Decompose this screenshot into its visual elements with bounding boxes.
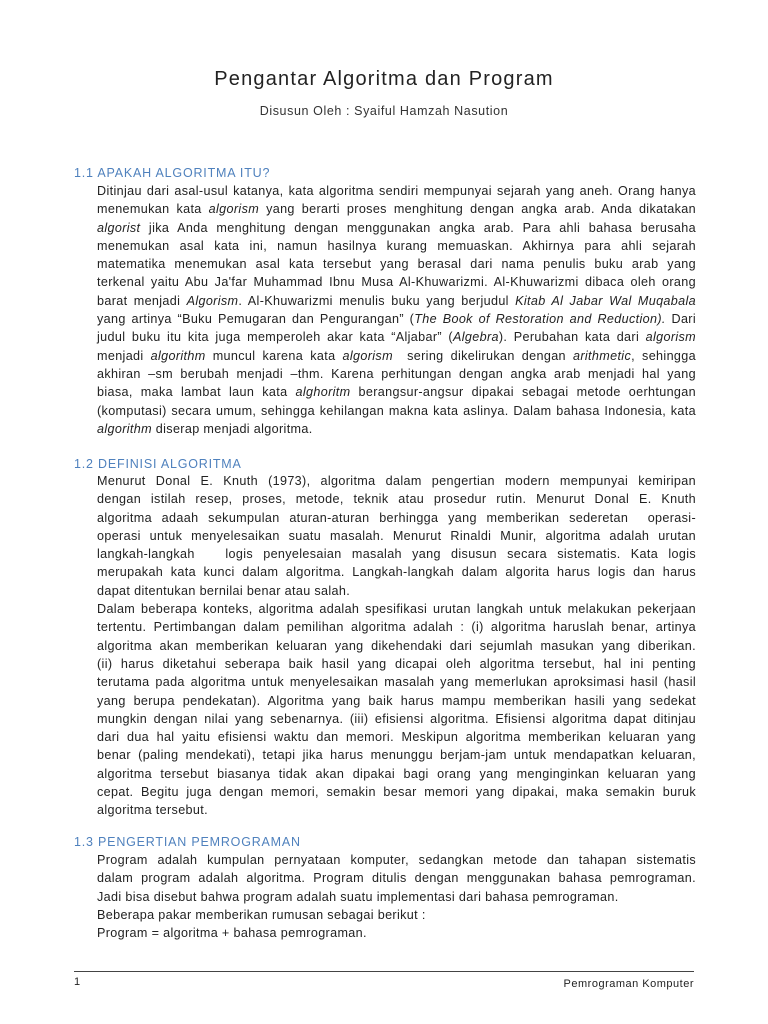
- text-line: judul buku itu kita juga memperoleh akar kata “Aljabar” (Algebra). Perubahan kata dari algorism: [97, 330, 696, 345]
- text-line: langkah-langkah logis penyelesaian masalah yang disusun secara sistematis. Kata logis: [97, 547, 696, 562]
- section-body-1: [97, 182, 696, 438]
- text-line: Dalam beberapa konteks, algoritma adalah spesifikasi urutan langkah untuk melakukan pekerjaan: [97, 602, 696, 617]
- text-line: operasi untuk menyelesaikan suatu masalah. Menurut Rinaldi Munir, algoritma adalah urutan: [97, 528, 696, 543]
- text-line: (komputasi) secara umum, sehingga kehilangan makna kata aslinya. Dalam bahasa Indonesia, kata: [97, 403, 696, 418]
- text-line: menjadi algorithm muncul karena kata algorism sering dikelirukan dengan arithmetic, sehingga: [97, 348, 696, 363]
- text-line: menemukan asal kata ini, namun hasilnya kurang memuaskan. Akhirnya para ahli sejarah: [97, 238, 696, 253]
- text-line: Beberapa pakar memberikan rumusan sebagai berikut :: [97, 907, 426, 922]
- section-heading-2: 1.2 DEFINISI ALGORITMA: [74, 457, 242, 471]
- text-line: dari dua hal yaitu efisiensi waktu dan memori. Meskipun algoritma memberikan keluaran yang: [97, 730, 696, 745]
- text-line: yang berupa pendekatan). Algoritma yang baik harus mampu memberikan hasili yang sedekat: [97, 693, 696, 708]
- text-line: biasa, maka lambat laun kata alghoritm berangsur-angsur dipakai sebagai metode oerhtungan: [97, 385, 696, 400]
- text-line: (ii) harus diketahui seberapa baik hasil yang dicapai oleh algoritma tersebut, hal ini penting: [97, 656, 696, 671]
- text-line: Program = algoritma + bahasa pemrograman.: [97, 926, 367, 941]
- page-number: 1: [74, 976, 81, 988]
- section-body-3: [97, 851, 696, 942]
- text-line: terkenal yaitu Abu Ja'far Muhammad Ibnu Musa Al-Khuwarizmi. Al-Khuwarizmi dibaca oleh orang: [97, 275, 696, 290]
- text-line: dalam program adalah algoritma. Program ditulis dengan menggunakan bahasa pemrograman.: [97, 871, 696, 886]
- text-line: dengan istilah resep, proses, metode, teknik atau prosedur rutin. Menurut Donal E. Knuth: [97, 492, 696, 507]
- footer-divider: [74, 971, 694, 972]
- text-line: akhiran –sm berubah menjadi –thm. Karena perhitungan dengan angka arab menjadi hal yang: [97, 366, 696, 381]
- text-line: yang artinya “Buku Pemugaran dan Pengurangan” (The Book of Restoration and Reduction). Dari: [97, 312, 696, 327]
- footer-label: Pemrograman Komputer: [563, 978, 694, 990]
- text-line: merupakah kata kunci dalam algoritma. Langkah-langkah dalam algorita harus logis dan harus: [97, 565, 696, 580]
- text-line: Ditinjau dari asal-usul katanya, kata algoritma sendiri mempunyai sejarah yang aneh. Orang hanya: [97, 184, 696, 198]
- text-line: Menurut Donal E. Knuth (1973), algoritma dalam pengertian modern mempunyai kemiripan: [97, 474, 696, 488]
- text-line: dapat ditentukan bernilai benar atau salah.: [97, 583, 351, 598]
- text-line: algoritma tersebut.: [97, 803, 208, 818]
- text-line: mungkin dengan nilai yang sebenarnya. (iii) efisiensi algoritma. Efisiensi algoritma dapat ditinjau: [97, 711, 696, 726]
- text-line: algoritma akan memberikan keluaran yang dikehendaki dari sejumlah masukan yang diberikan.: [97, 638, 696, 653]
- text-line: Jadi bisa disebut bahwa program adalah suatu implementasi dari bahasa pemrograman.: [97, 889, 619, 904]
- text-line: algorithm diserap menjadi algoritma.: [97, 421, 313, 436]
- text-line: benar (paling mendekati), tetapi jika harus menunggu berjam-jam untuk mendapatkan keluaran,: [97, 748, 696, 763]
- text-line: matematika menemukan asal kata tersebut yang berasal dari nama penulis buku arab yang: [97, 257, 696, 272]
- text-line: cepat. Begitu juga dengan memori, semakin besar memori yang dipakai, maka semakin buruk: [97, 785, 696, 800]
- section-body-2: [97, 472, 696, 820]
- text-line: Program adalah kumpulan pernyataan komputer, sedangkan metode dan tahapan sistematis: [97, 853, 696, 867]
- section-heading-1: 1.1 APAKAH ALGORITMA ITU?: [74, 166, 271, 180]
- text-line: algoritma adaah sekumpulan aturan-aturan berhingga yang memberikan sederetan operasi-: [97, 510, 696, 525]
- text-line: barat menjadi Algorism. Al-Khuwarizmi menulis buku yang berjudul Kitab Al Jabar Wal Muqabala: [97, 293, 696, 308]
- text-line: menemukan kata algorism yang berarti proses menghitung dengan angka arab. Anda dikatakan: [97, 202, 696, 217]
- text-line: terutama pada algoritma untuk menyelesaikan masalah yang memerlukan aproksimasi hasil (hasil: [97, 675, 696, 690]
- text-line: algoritma tersebut biasanya tidak akan dipakai bagi orang yang menginginkan keluaran yang: [97, 766, 696, 781]
- text-line: tertentu. Pertimbangan dalam pemilihan algoritma adalah : (i) algoritma haruslah benar, artinya: [97, 620, 696, 635]
- document-title: Pengantar Algoritma dan Program: [214, 68, 554, 90]
- section-heading-3: 1.3 PENGERTIAN PEMROGRAMAN: [74, 835, 301, 849]
- document-author: Disusun Oleh : Syaiful Hamzah Nasution: [259, 104, 509, 118]
- text-line: algorist jika Anda menghitung dengan menggunakan angka arab. Para ahli bahasa berusaha: [97, 220, 696, 235]
